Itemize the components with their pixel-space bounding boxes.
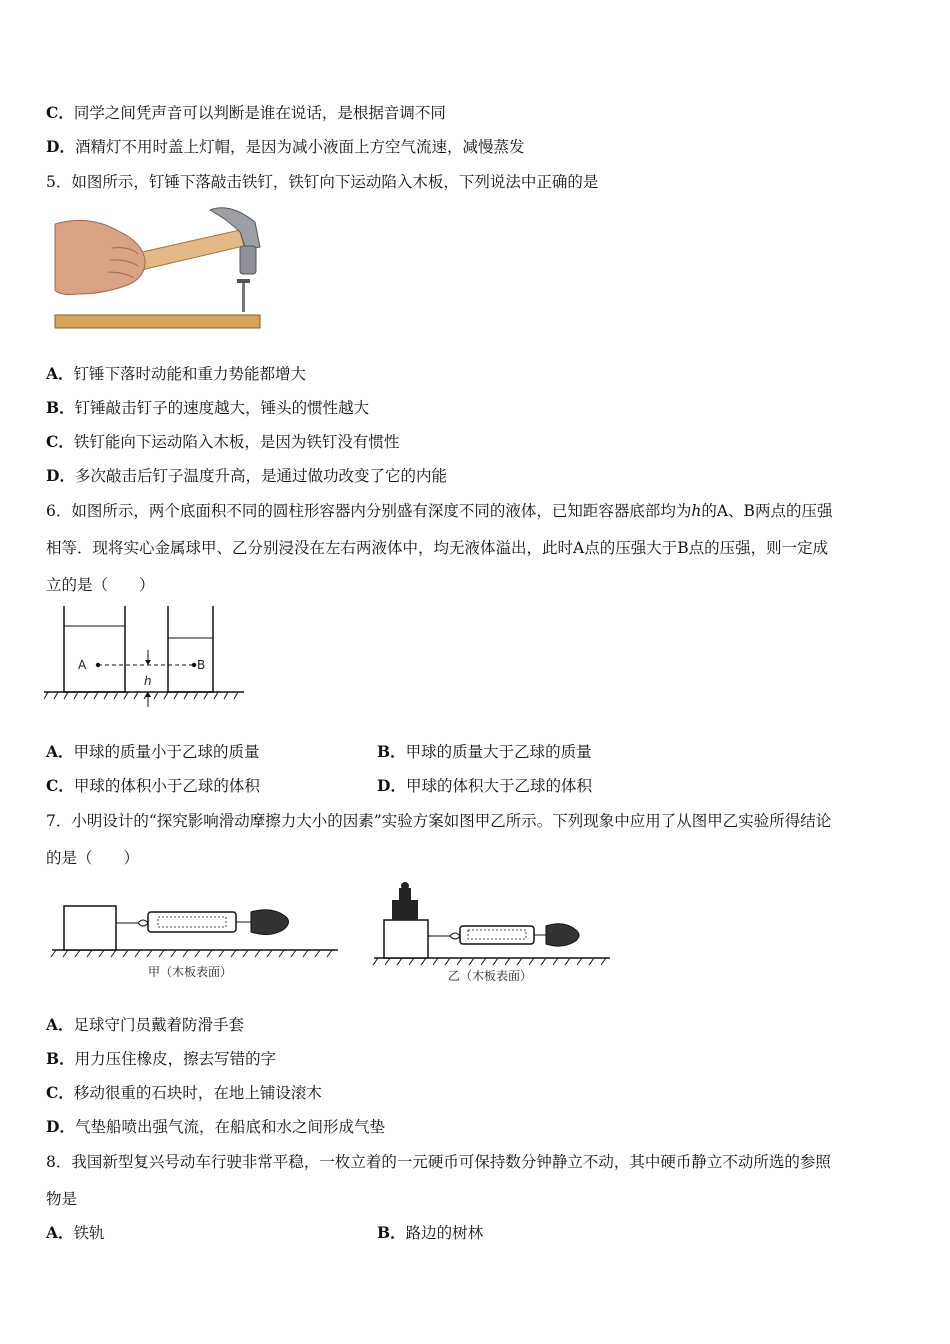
q4-option-d: D．酒精灯不用时盖上灯帽，是因为减小液面上方空气流速，减慢蒸发 [46,137,525,156]
q8-stem-line2: 物是 [46,1190,78,1208]
q6-var-h: h [691,502,702,520]
point-a-label: A [78,658,87,672]
q7-stem-line2: 的是（ ） [46,849,140,867]
q8-stem-line1: 8．我国新型复兴号动车行驶非常平稳，一枚立着的一元硬币可保持数分钟静立不动，其中硬币静立不动所选的参照 [46,1153,831,1171]
pulling-hand [251,910,289,935]
q6-option-a: A．甲球的质量小于乙球的质量 [46,742,260,761]
wood-block [64,906,116,950]
q5-option-a: A．钉锤下落时动能和重力势能都增大 [46,364,307,383]
q8-option-b: B．路边的树林 [377,1223,484,1242]
q8-option-a: A．铁轨 [46,1223,105,1242]
friction-figure-jia [46,878,346,988]
q5-stem: 5．如图所示，钉锤下落敲击铁钉，铁钉向下运动陷入木板，下列说法中正确的是 [46,173,599,191]
q6-stem-text: 6．如图所示，两个底面积不同的圆柱形容器内分别盛有深度不同的液体，已知距容器底部均为 [46,502,692,520]
q7-option-b: B．用力压住橡皮，擦去写错的字 [46,1049,277,1068]
q6-option-b: B．甲球的质量大于乙球的质量 [377,742,592,761]
point-b-label: B [197,658,206,672]
q7-option-a: A．足球守门员戴着防滑手套 [46,1015,245,1034]
spring-scale [148,912,236,932]
pulling-hand [546,924,579,946]
q5-option-b: B．钉锤敲击钉子的速度越大，锤头的惯性越大 [46,398,370,417]
q6-stem-tail: 的A、B两点的压强 [701,502,833,520]
q6-stem-line1 [46,499,832,521]
q6-stem-line3: 立的是（ ） [46,576,155,594]
nail [242,282,245,312]
q7-option-d: D．气垫船喷出强气流，在船底和水之间形成气垫 [46,1117,385,1136]
spring-scale [460,926,534,944]
q6-stem-line2: 相等．现将实心金属球甲、乙分别浸没在左右两液体中，均无液体溢出，此时A点的压强大于B点的压强，则一定成 [46,539,829,557]
friction-figure-yi [370,878,615,988]
q6-option-d: D．甲球的体积大于乙球的体积 [377,776,592,795]
q5-option-d: D．多次敲击后钉子温度升高，是通过做功改变了它的内能 [46,466,447,485]
weight [392,900,418,920]
q5-option-c: C．铁钉能向下运动陷入木板，是因为铁钉没有惯性 [46,432,400,451]
hand [55,220,145,294]
point-a [96,663,100,667]
q7-option-c: C．移动很重的石块时，在地上铺设滚木 [46,1083,322,1102]
wood-board [55,315,260,328]
h-label: h [144,674,152,688]
fig-jia-caption: 甲（木板表面） [148,965,233,979]
left-container [64,606,125,692]
fig-yi-caption: 乙（木板表面） [448,969,533,983]
q7-stem-line1: 7．小明设计的“探究影响滑动摩擦力大小的因素”实验方案如图甲乙所示。下列现象中应用了从图甲乙实验所得结论 [46,812,832,830]
wood-block [384,920,428,958]
q6-option-c: C．甲球的体积小于乙球的体积 [46,776,260,795]
containers-figure [44,602,249,712]
q4-option-c: C．同学之间凭声音可以判断是谁在说话，是根据音调不同 [46,103,446,122]
point-b [192,663,196,667]
hammer-nail-figure [50,202,265,332]
right-container [168,606,213,692]
